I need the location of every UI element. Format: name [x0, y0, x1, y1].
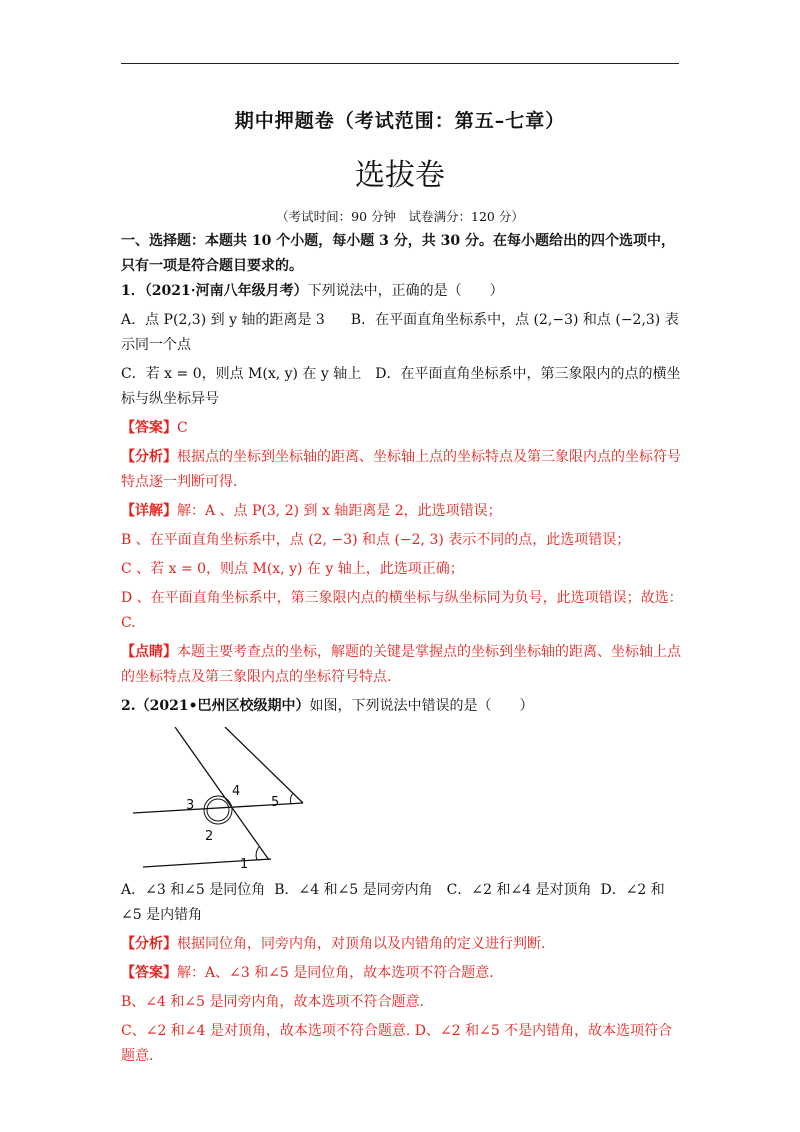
q1-detail-tag: 【详解】: [121, 503, 177, 519]
label-angle-3: 3: [186, 798, 195, 813]
angle-5-arc: [290, 793, 293, 804]
q2-stem: 如图，下列说法中错误的是（ ）: [309, 698, 534, 714]
page-subtitle: 选拔卷: [355, 158, 445, 193]
angle-arc-inner: [207, 799, 229, 821]
page-title: 期中押题卷（考试范围：第五–七章）: [234, 110, 566, 132]
q2-source: （2021•巴州区校级期中）: [135, 698, 310, 714]
q2-analysis-tag: 【分析】: [121, 936, 177, 952]
label-angle-2: 2: [205, 829, 214, 844]
q2-figure: [133, 727, 333, 872]
q2-option-a: A．∠3 和∠5 是同位角: [121, 882, 266, 898]
q1-option-b: B．在平面直角坐标系中，点 (2,−3) 和点 (−2,3) 表示同一个点: [121, 312, 679, 353]
q2-number: 2.: [121, 698, 136, 714]
exam-info: （考试时间：90 分钟 试卷满分：120 分）: [276, 209, 524, 224]
q1-option-d: D．在平面直角坐标系中，第三象限内的点的横坐标与纵坐标异号: [121, 366, 681, 407]
q2-answer-tag: 【答案】: [121, 965, 177, 981]
q2-answer-a: 解：A、∠3 和∠5 是同位角，故本选项不符合题意.: [177, 965, 494, 981]
label-angle-1: 1: [240, 857, 249, 872]
q1-analysis-tag: 【分析】: [121, 449, 177, 465]
header-rule: [121, 63, 679, 64]
line-lower: [143, 859, 271, 867]
q1-comment-tag: 【点睛】: [121, 644, 177, 660]
q1-detail-b: B 、在平面直角坐标系中，点 (2, −3) 和点 (−2, 3) 表示不同的点，此选项错误；: [121, 532, 631, 548]
q2-analysis: 根据同位角，同旁内角，对顶角以及内错角的定义进行判断.: [177, 936, 546, 952]
q1-option-a: A．点 P(2,3) 到 y 轴的距离是 3: [121, 312, 325, 328]
q1-stem: 下列说法中，正确的是（ ）: [307, 283, 504, 299]
q1-detail-d: D 、在平面直角坐标系中，第三象限内点的横坐标与纵坐标同为负号，此选项错误；故选：C.: [121, 590, 683, 631]
q1-detail-a: 解：A 、点 P(3, 2) 到 x 轴距离是 2，此选项错误；: [177, 503, 502, 519]
question-1: [121, 279, 683, 690]
q1-comment: 本题主要考查点的坐标，解题的关键是掌握点的坐标到坐标轴的距离、坐标轴上点的坐标特点及第三象限内点的坐标符号特点.: [121, 644, 681, 685]
q2-answer-cd: C、∠2 和∠4 是对顶角，故本选项不符合题意. D、∠2 和∠5 不是内错角，故本选项符合题意.: [121, 1023, 673, 1064]
label-angle-4: 4: [232, 784, 241, 799]
q2-answer-b: B、∠4 和∠5 是同旁内角，故本选项不符合题意.: [121, 994, 424, 1010]
document-body: [121, 229, 683, 1069]
angle-1-arc: [256, 847, 259, 860]
question-2: [121, 694, 683, 1069]
q1-answer: C: [177, 420, 188, 436]
q1-analysis: 根据点的坐标到坐标轴的距离、坐标轴上点的坐标特点及第三象限内点的坐标符号特点逐一判断可得.: [121, 449, 681, 490]
q2-option-b: B．∠4 和∠5 是同旁内角: [274, 882, 433, 898]
label-angle-5: 5: [271, 795, 280, 810]
angle-arc-outer: [204, 796, 232, 824]
q1-source: （2021·河南八年级月考）: [144, 283, 308, 299]
q1-answer-tag: 【答案】: [121, 420, 177, 436]
q2-option-d: D．∠2 和∠5 是内错角: [121, 882, 665, 923]
section-heading: 一、选择题：本题共 10 个小题，每小题 3 分，共 30 分。在每小题给出的四个选项中，只有一项是符合题目要求的。: [121, 233, 675, 274]
q1-number: 1．: [121, 283, 145, 299]
q1-detail-c: C 、若 x = 0，则点 M(x, y) 在 y 轴上，此选项正确；: [121, 561, 464, 577]
q2-option-c: C．∠2 和∠4 是对顶角: [446, 882, 592, 898]
q1-option-c: C．若 x = 0，则点 M(x, y) 在 y 轴上: [121, 366, 362, 382]
